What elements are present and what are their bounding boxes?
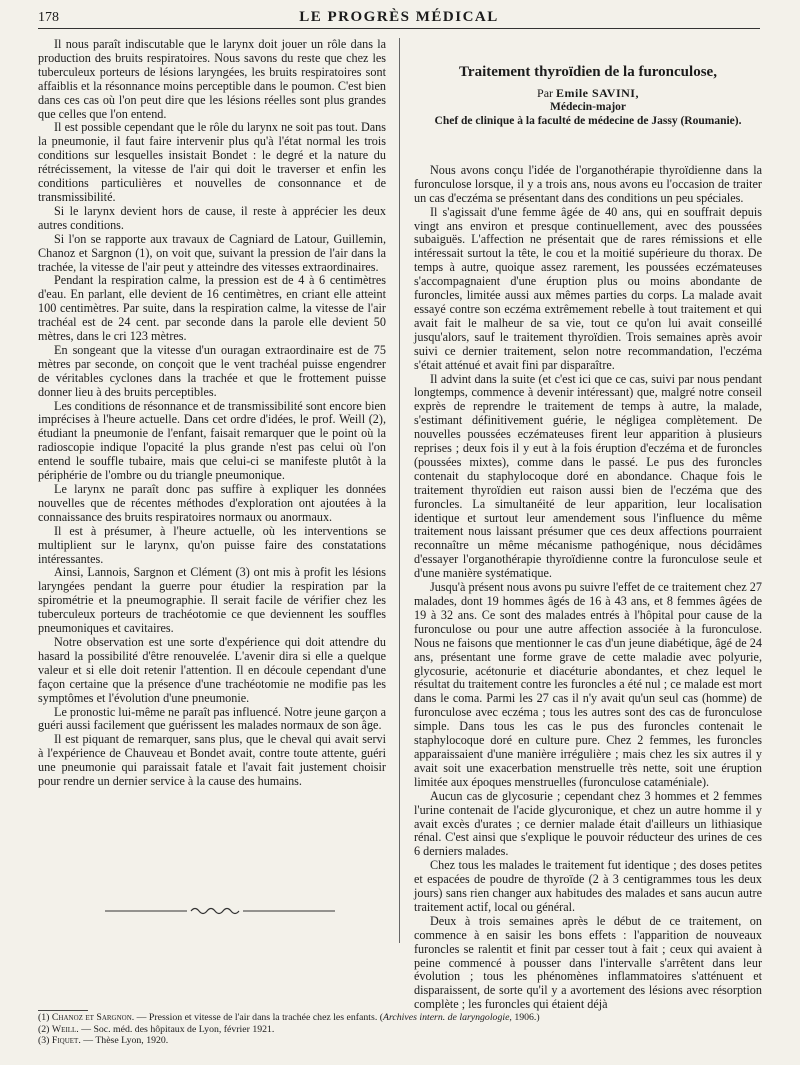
body-paragraph: Ainsi, Lannois, Sargnon et Clément (3) ont mis à profit les lésions laryngées pendant la guerre pour étudier la respiration par la spirométrie et la pneumographie. Il serait facile de vérifier chez les tuberculeux porteurs de trachéotomie ce que deviennent les souffles pneumoniques et cavitaires. xyxy=(38,565,386,636)
body-paragraph: Il est piquant de remarquer, sans plus, que le cheval qui avait servi à l'expérience de Chauveau et Bondet avait, contre toute attente, guéri une pneumonie qui paraissait fatale et l'avait fait justement choisir pour rendre un dernier service à la cause des humains. xyxy=(38,732,386,789)
column-divider xyxy=(399,38,400,943)
body-paragraph: Les conditions de résonnance et de transmissibilité sont encore bien imprécises à l'heure actuelle. Dans cet ordre d'idées, le prof. Weill (2), étudiant la pneumonie de l'enfant, faisait remarquer que le point où la radioscopie indique l'opacité la plus grande n'est pas celui où l'on entend le souffle tubaire, mais que celui-ci se manifeste plutôt à la périphérie de l'ombre ou du triangle pneumonique. xyxy=(38,398,386,483)
body-paragraph: Il advint dans la suite (et c'est ici que ce cas, suivi par nous pendant longtemps, commence à devenir intéressant) que, malgré notre conseil exprès de reprendre le traitement de temps à autre, la malade, s'estimant définitivement guérie, le négligea complètement. De nouvelles poussées eczémateuses firent leur apparition à plusieurs reprises ; deux fois il y eut à la fois éruption d'eczéma et de furoncles (poussées mixtes), comme dans le passé. Le pus des furoncles contenait du staphylocoque doré en abondance. Chaque fois le traitement thyroïdien eut raison aussi bien de l'eczéma que des furoncles. La simultanéité de leur apparition, leur localisation identique et surtout leur amendement sous l'influence du même traitement nous laissant présumer que ces deux affections pourraient reconnaître un même mécanisme pathogénique, nous décidâmes d'essayer l'organothérapie thyroïdienne contre la furonculose seule et d'une manière systématique. xyxy=(414,371,762,581)
footnote: (2) Weill. — Soc. méd. des hôpitaux de Lyon, février 1921. xyxy=(38,1023,275,1035)
body-paragraph: Il s'agissait d'une femme âgée de 40 ans, qui en souffrait depuis vingt ans environ et presque continuellement, avec des poussées subaiguës. L'affection ne présentait que de rares rémissions et elle intéressait surtout la tête, le cou et la moitié supérieure du thorax. De temps à autre, quoique assez rarement, les poussées eczémateuses s'accompagnaient d'une éruption plus ou moins abondante de furoncles, limitée aussi aux mêmes parties du corps. La malade avait essayé contre son eczéma extrêmement rebelle à tout traitement et qui avait fait le malheur de sa vie, tout ce qu'on lui avait conseillé jusqu'alors, sauf le traitement thyroïdien. Trois semaines après avoir suivi ce dernier traitement, selon notre recommandation, l'eczéma s'était atténué et avait fini par disparaître. xyxy=(414,204,762,372)
footnote-rule xyxy=(38,1010,88,1011)
body-paragraph: Si l'on se rapporte aux travaux de Cagniard de Latour, Guillemin, Chanoz et Sargnon (1), on voit que, suivant la pression de l'air dans la trachée, la vitesse de l'air peut y atteindre des vitesses extraordinaires. xyxy=(38,231,386,274)
journal-title: LE PROGRÈS MÉDICAL xyxy=(299,8,499,25)
section-end-ornament xyxy=(105,906,335,916)
article-byline: Par Emile SAVINI, xyxy=(537,85,639,100)
article-title: Traitement thyroïdien de la furonculose, xyxy=(459,64,717,80)
body-paragraph: Le pronostic lui-même ne paraît pas influencé. Notre jeune garçon a guéri aussi facilement que guérissent les malades normaux de son âge. xyxy=(38,704,386,733)
footnote: (3) Fiquet. — Thèse Lyon, 1920. xyxy=(38,1035,169,1047)
body-paragraph: Il nous paraît indiscutable que le larynx doit jouer un rôle dans la production des bruits respiratoires. Nous savons du reste que chez les tuberculeux porteurs de lésions laryngées, les bruits respiratoires sont affaiblis et la résonnance moins perceptible dans le poumon. C'est bien dans ces cas où l'on peut dire que les lésions réelles sont plus grandes que celles que l'on entend. xyxy=(38,37,386,121)
body-paragraph: Pendant la respiration calme, la pression est de 4 à 6 centimètres d'eau. En parlant, elle devient de 16 centimètres, en criant elle atteint 100 centimètres. Par suite, dans la respiration calme, la vitesse de l'air trachéal est de 24 cent. par seconde dans la parole elle devient 50 mètres, dans le cri 123 mètres. xyxy=(38,273,386,344)
body-paragraph: Notre observation est une sorte d'expérience qui doit attendre du hasard la possibilité d'être renouvelée. L'avenir dira si elle a quelque valeur et si elle doit retenir l'attention. Il en découle cependant d'une façon certaine que la présence d'une trachéotomie ne modifie pas les symptômes et l'évolution d'une pneumonie. xyxy=(38,634,386,705)
body-paragraph: Aucun cas de glycosurie ; cependant chez 3 hommes et 2 femmes l'urine contenait de l'acide glycuronique, et chez un autre homme il y avait excès d'urates ; ce dernier malade était d'ailleurs un lithiasique rénal. C'est ainsi que s'explique le pouvoir réducteur des urines de ces 6 derniers malades. xyxy=(414,788,762,859)
running-header xyxy=(38,6,760,29)
footnote: (1) Chanoz et Sargnon. — Pression et vitesse de l'air dans la trachée chez les enfants. (Archives intern. de laryngologie, 1906.) xyxy=(38,1012,540,1023)
body-paragraph: Deux à trois semaines après le début de ce traitement, on commence à en saisir les bons effets : l'apparition de nouveaux furoncles se ralentit et finit par cesser tout à fait ; ceux qui avaient à peine commencé à pousser dans l'intervalle s'arrêtent dans leur évolution ; tous les phénomènes inflammatoires s'atténuent et disparaissent, de sorte qu'il y a avortement des lésions avec résorption complète ; les furoncles qui étaient déjà xyxy=(414,913,762,1012)
page-number: 178 xyxy=(38,10,59,25)
left-column xyxy=(38,38,386,789)
footnotes xyxy=(38,1012,540,1047)
body-paragraph: Jusqu'à présent nous avons pu suivre l'effet de ce traitement chez 27 malades, dont 19 hommes âgés de 16 à 43 ans, et 8 femmes âgées de 19 à 32 ans. Ce sont des malades entrés à l'hôpital pour cause de la furonculose ou pour une autre affection associée à la furonculose. Nous ne faisons que mentionner le cas d'un jeune diabétique, âgé de 24 ans, présentant une forme grave de cette maladie avec polyurie, glycosurie, acétonurie et diacéturie abondantes, et chez lequel le résultat du traitement contre les furoncles a été nul ; ce malade est mort dans le coma. Parmi les 27 cas il n'y avait qu'un seul cas (homme) de furonculose avec eczéma ; tous les autres sont des cas de furonculose simple. Dans tous les cas le pus des furoncles contenait le staphylocoque doré en culture pure. Chez 2 femmes, les furoncles apparaissaient d'une manière irrégulière ; mais chez les six autres il y avait soit une exacerbation menstruelle très nette, soit une éruption limitée aux époques menstruelles (furonculose cataméniale). xyxy=(414,580,762,789)
body-paragraph: Nous avons conçu l'idée de l'organothérapie thyroïdienne dans la furonculose lorsque, il y a trois ans, nous avons eu l'occasion de traiter un cas d'eczéma se présentant dans des conditions un peu spéciales. xyxy=(414,162,762,205)
author-role: Médecin-major xyxy=(550,100,626,113)
body-paragraph: Chez tous les malades le traitement fut identique ; des doses petites et espacées de poudre de thyroïde (2 à 3 centigrammes tous les deux jours) sans rien changer aux habitudes des malades et sans aucun autre traitement actif, local ou général. xyxy=(414,858,762,914)
body-paragraph: Il est possible cependant que le rôle du larynx ne soit pas tout. Dans la pneumonie, il faut faire intervenir plus qu'à l'état normal les trois conditions sur lesquelles insistait Bondet : le degré et la nature du rétrécissement, la vitesse de l'air qui doit le traverser et enfin les conditions particulières et nouvelles de consonnance et de transmissibilité. xyxy=(38,120,386,204)
body-paragraph: Il est à présumer, à l'heure actuelle, où les interventions se multiplient sur le larynx, qu'on puisse faire des constatations intéressantes. xyxy=(38,523,386,566)
body-paragraph: Si le larynx devient hors de cause, il reste à apprécier les deux autres conditions. xyxy=(38,203,386,232)
body-paragraph: En songeant que la vitesse d'un ouragan extraordinaire est de 75 mètres par seconde, on conçoit que le vent trachéal puisse engendrer de véritables cyclones dans la trachée et que le frottement puisse donner lieu à des bruits perceptibles. xyxy=(38,342,386,399)
body-paragraph: Le larynx ne paraît donc pas suffire à expliquer les données nouvelles que de récentes méthodes d'exploration ont ajoutées à la connaissance des bruits respiratoires normaux ou anormaux. xyxy=(38,482,386,524)
right-column xyxy=(414,38,762,1012)
author-name: Emile SAVINI, xyxy=(556,85,639,100)
author-affiliation: Chef de clinique à la faculté de médecine de Jassy (Roumanie). xyxy=(434,114,742,127)
